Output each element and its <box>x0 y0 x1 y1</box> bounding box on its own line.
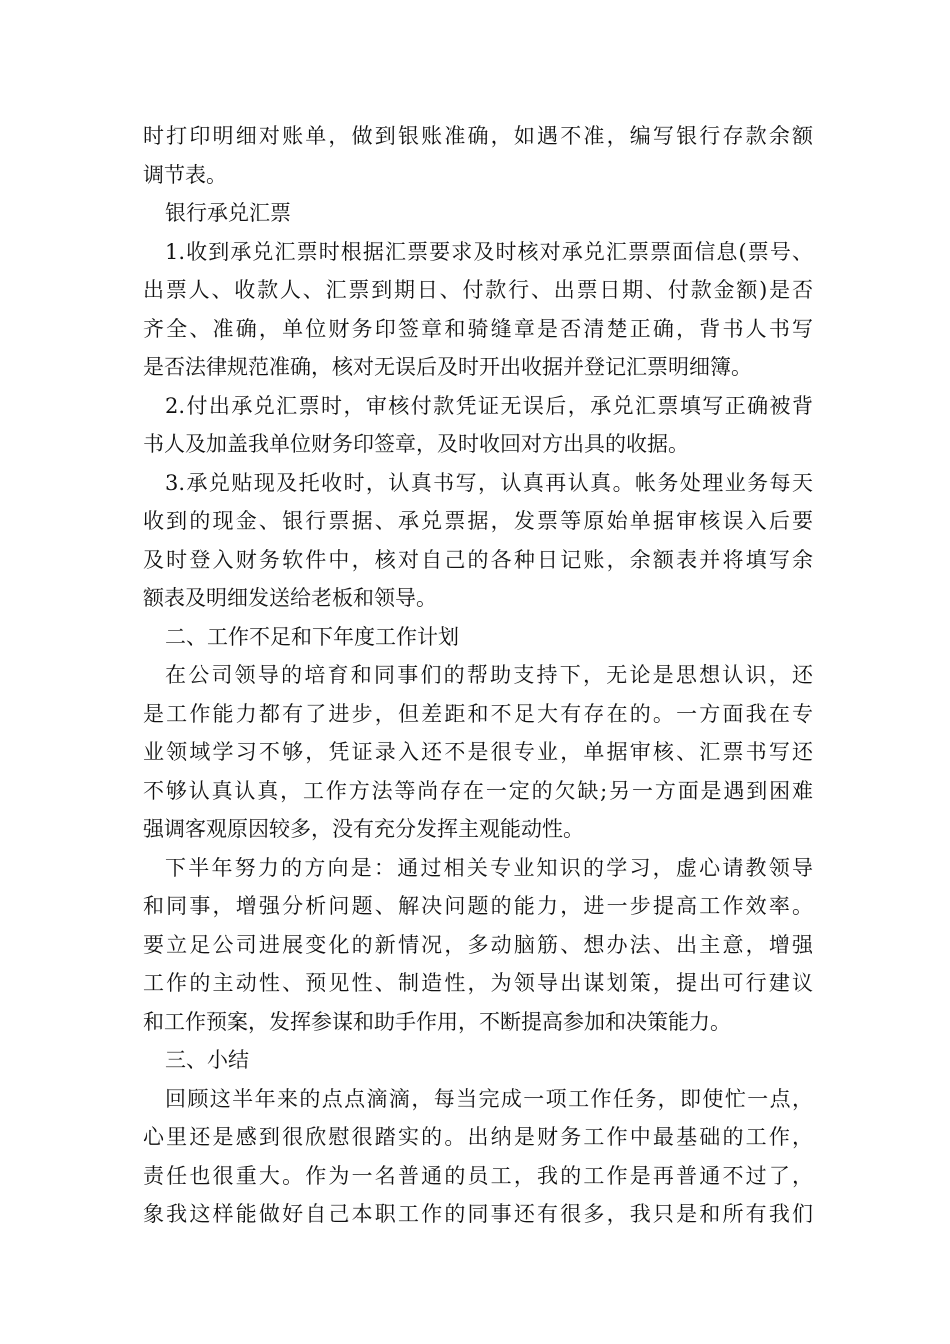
text-line: 在公司领导的培育和同事们的帮助支持下，无论是思想认识，还 <box>165 663 813 687</box>
document-body <box>143 117 813 1234</box>
text-line: 责任也很重大。作为一名普通的员工，我的工作是再普通不过了， <box>143 1163 813 1188</box>
text-line: 齐全、准确，单位财务印签章和骑缝章是否清楚正确，背书人书写 <box>143 316 813 341</box>
text-line: 书人及加盖我单位财务印签章，及时收回对方出具的收据。 <box>143 432 689 456</box>
text-line: 收到的现金、银行票据、承兑票据，发票等原始单据审核误入后要 <box>143 509 813 533</box>
text-line: 及时登入财务软件中，核对自己的各种日记账，余额表并将填写余 <box>143 547 813 572</box>
text-line: 2.付出承兑汇票时，审核付款凭证无误后，承兑汇票填写正确被背 <box>165 393 813 418</box>
text-line: 强调客观原因较多，没有充分发挥主观能动性。 <box>143 817 584 841</box>
text-line: 不够认真认真，工作方法等尚存在一定的欠缺;另一方面是遇到困难 <box>143 778 813 803</box>
text-line: 银行承兑汇票 <box>165 201 291 225</box>
text-line: 和同事，增强分析问题、解决问题的能力，进一步提高工作效率。 <box>143 894 813 918</box>
text-line: 额表及明细发送给老板和领导。 <box>143 586 437 610</box>
text-line: 3.承兑贴现及托收时，认真书写，认真再认真。帐务处理业务每天 <box>165 470 813 495</box>
text-line: 二、工作不足和下年度工作计划 <box>165 624 459 649</box>
text-line: 出票人、收款人、汇票到期日、付款行、出票日期、付款金额)是否 <box>143 278 813 302</box>
text-line: 回顾这半年来的点点滴滴，每当完成一项工作任务，即使忙一点， <box>165 1086 813 1111</box>
text-line: 心里还是感到很欣慰很踏实的。出纳是财务工作中最基础的工作， <box>143 1125 813 1149</box>
text-line: 是工作能力都有了进步，但差距和不足大有存在的。一方面我在专 <box>143 701 813 726</box>
text-line: 工作的主动性、预见性、制造性，为领导出谋划策，提出可行建议 <box>143 971 813 995</box>
text-line: 时打印明细对账单，做到银账准确，如遇不准，编写银行存款余额 <box>143 124 813 148</box>
text-line: 和工作预案，发挥参谋和助手作用，不断提高参加和决策能力。 <box>143 1009 731 1034</box>
text-line: 1.收到承兑汇票时根据汇票要求及时核对承兑汇票票面信息(票号、 <box>165 239 813 264</box>
text-line: 下半年努力的方向是：通过相关专业知识的学习，虚心请教领导 <box>165 855 813 880</box>
text-line: 业领域学习不够，凭证录入还不是很专业，单据审核、汇票书写还 <box>143 740 813 764</box>
text-line: 是否法律规范准确，核对无误后及时开出收据并登记汇票明细簿。 <box>143 355 752 379</box>
text-line: 要立足公司进展变化的新情况，多动脑筋、想办法、出主意，增强 <box>143 932 813 957</box>
text-line: 象我这样能做好自己本职工作的同事还有很多，我只是和所有我们 <box>143 1202 813 1226</box>
text-line: 调节表。 <box>143 162 227 187</box>
text-line: 三、小结 <box>165 1048 249 1072</box>
